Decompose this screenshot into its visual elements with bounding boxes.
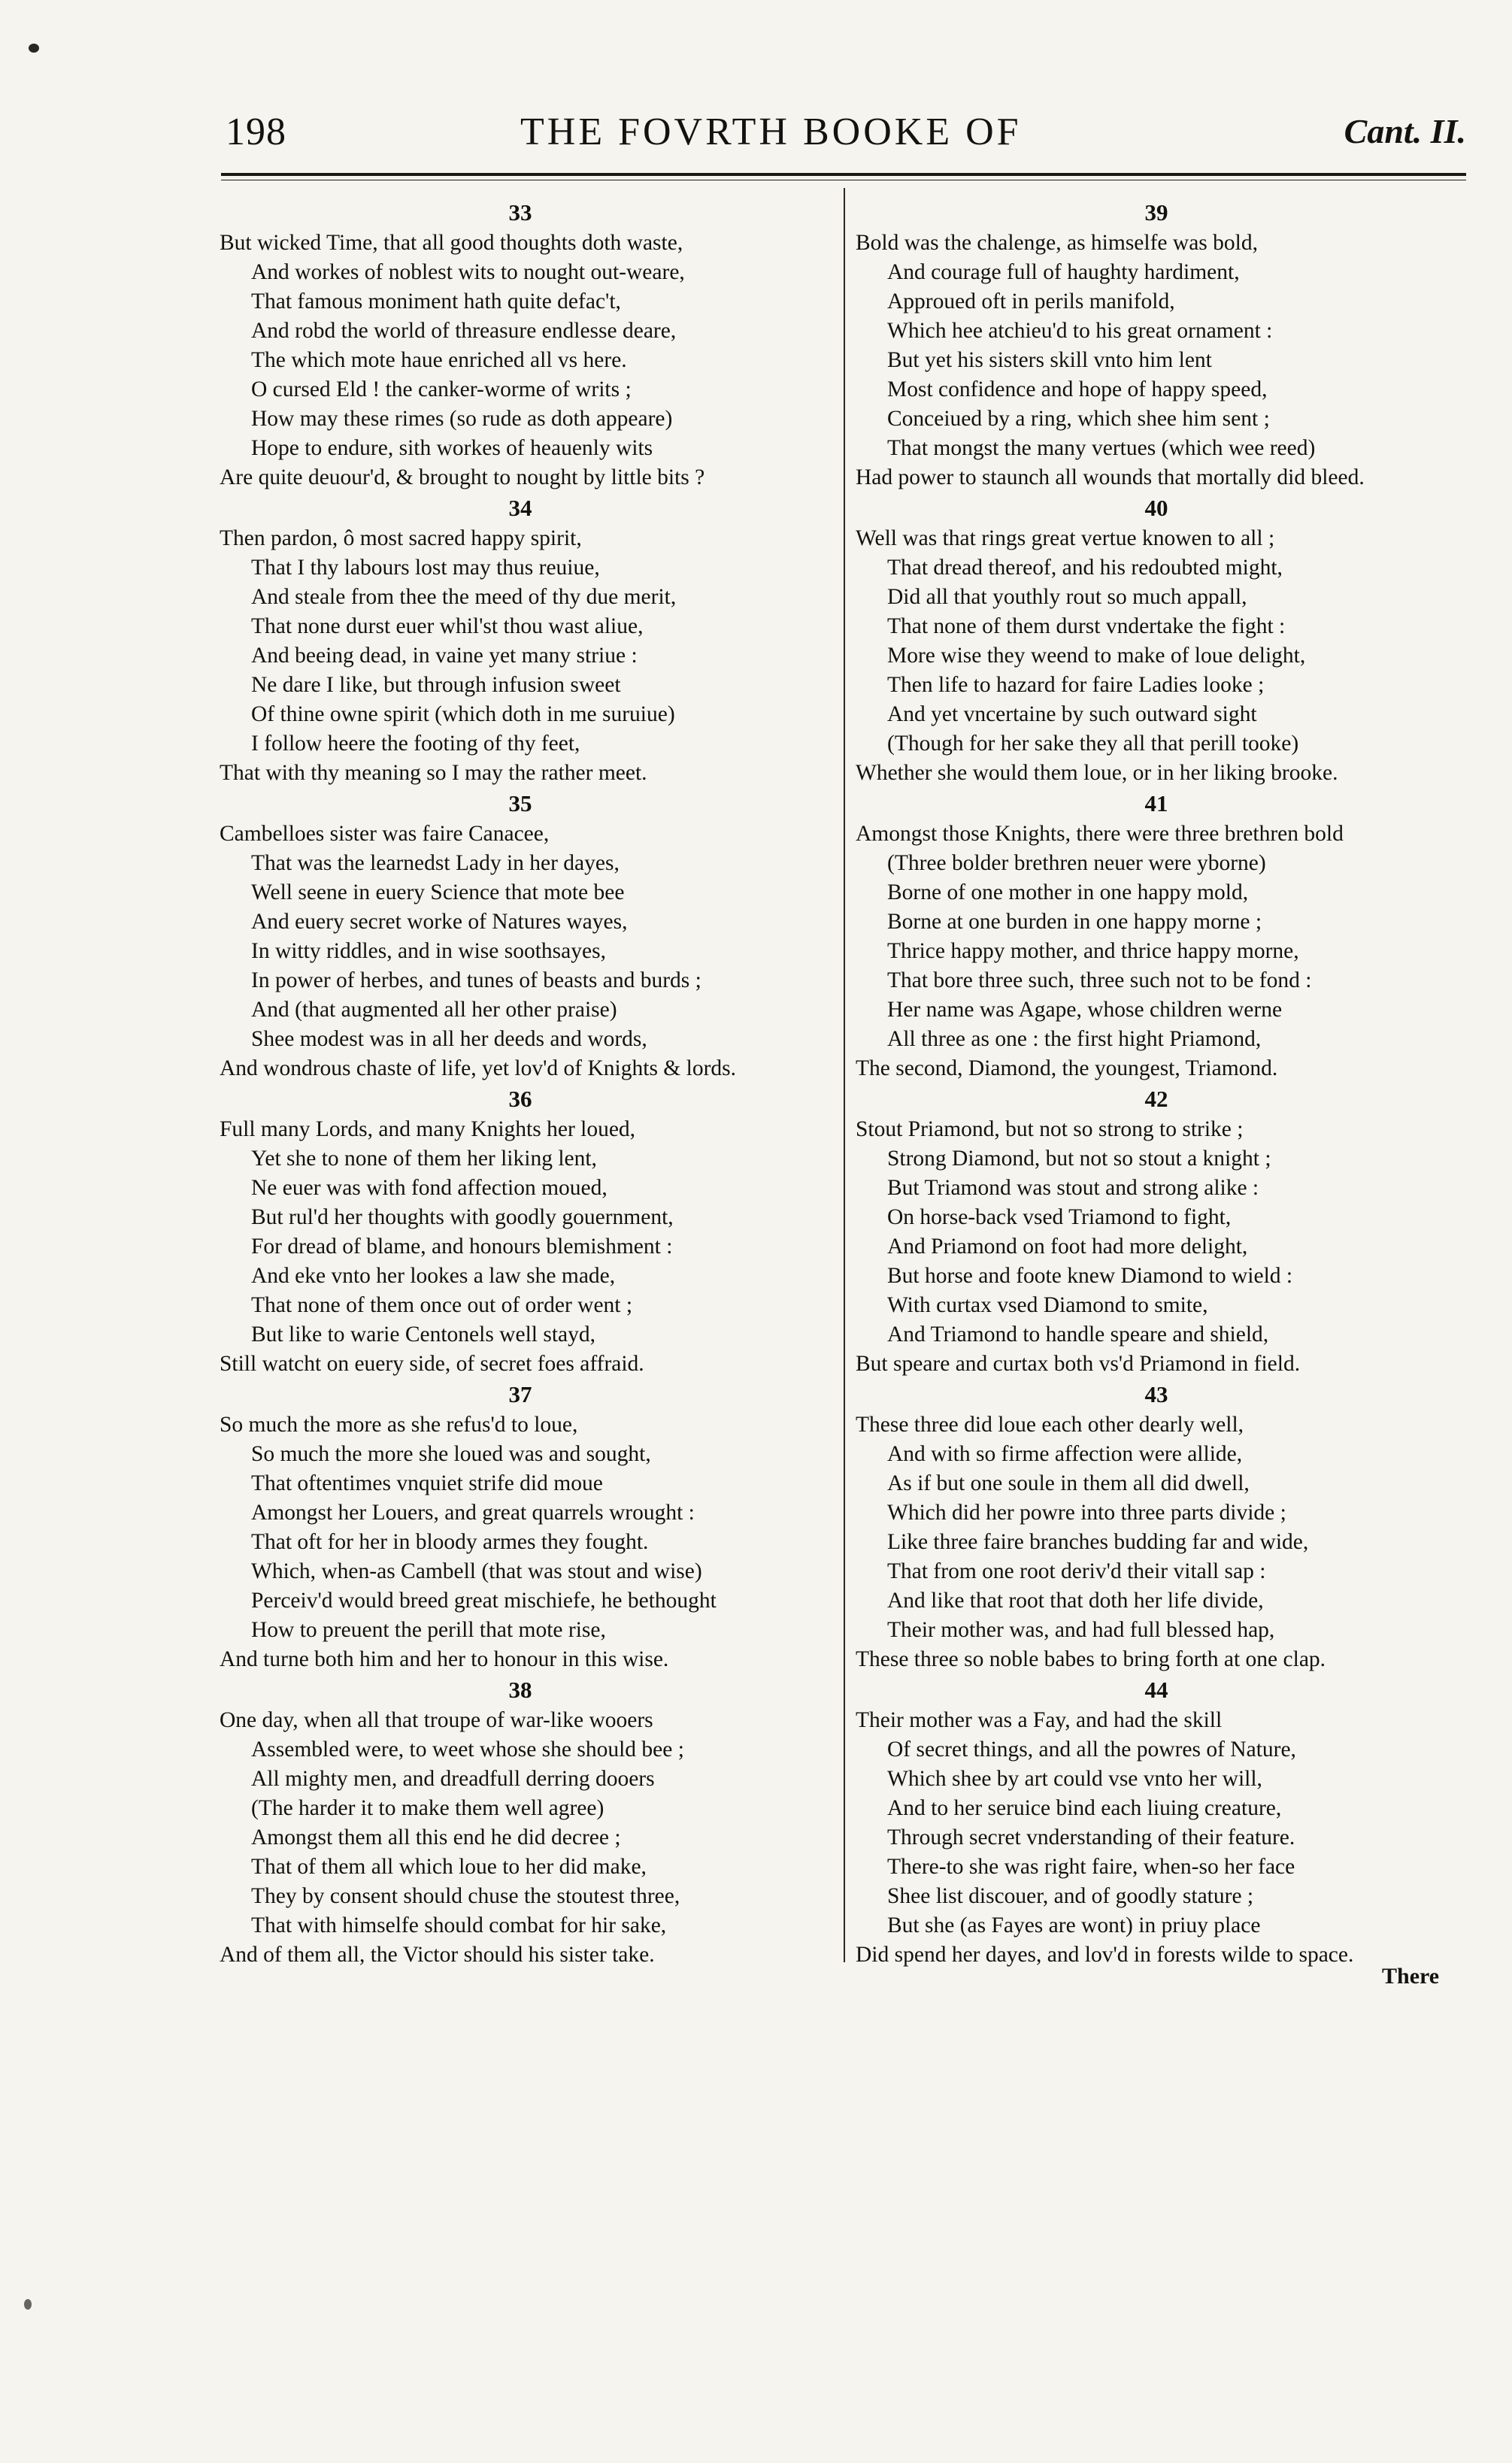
stanza-number: 43 bbox=[1144, 1381, 1168, 1407]
verse-line: But like to warie Centonels well stayd, bbox=[251, 1322, 595, 1347]
verse-line: Cambelloes sister was faire Canacee, bbox=[220, 822, 550, 846]
stanza bbox=[220, 197, 821, 492]
verse-line: But yet his sisters skill vnto him lent bbox=[887, 348, 1212, 372]
verse-line: But speare and curtax both vs'd Priamond in field. bbox=[856, 1352, 1301, 1376]
verse-line: Well seene in euery Science that mote bee bbox=[251, 880, 625, 904]
verse-line: That none durst euer whil'st thou wast aliue, bbox=[251, 614, 644, 638]
verse-line: In power of herbes, and tunes of beasts and burds ; bbox=[251, 968, 701, 992]
stanza-number: 38 bbox=[508, 1677, 532, 1703]
verse-line: And wondrous chaste of life, yet lov'd of Knights & lords. bbox=[220, 1056, 736, 1080]
verse-line: One day, when all that troupe of war-like wooers bbox=[220, 1708, 653, 1732]
verse-line: More wise they weend to make of loue delight, bbox=[887, 644, 1306, 668]
verse-line: That of them all which loue to her did make, bbox=[251, 1855, 647, 1879]
verse-line: And (that augmented all her other praise) bbox=[251, 998, 617, 1022]
catchword: There bbox=[1382, 1964, 1440, 1989]
verse-line: But Triamond was stout and strong alike : bbox=[887, 1176, 1259, 1200]
verse-line: How may these rimes (so rude as doth appeare) bbox=[251, 407, 673, 431]
verse-line: And yet vncertaine by such outward sight bbox=[887, 702, 1257, 726]
stanza bbox=[856, 1379, 1457, 1674]
verse-line: Hope to endure, sith workes of heauenly wits bbox=[251, 436, 653, 460]
verse-line: So much the more she loued was and sought, bbox=[251, 1442, 651, 1466]
verse-line: Amongst her Louers, and great quarrels wrought : bbox=[251, 1501, 695, 1525]
verse-line: Of thine owne spirit (which doth in me suruiue) bbox=[251, 702, 675, 726]
column-divider bbox=[844, 188, 845, 1962]
verse-line: Through secret vnderstanding of their feature. bbox=[887, 1825, 1295, 1850]
verse-line: That was the learnedst Lady in her dayes, bbox=[251, 851, 620, 875]
verse-line: Borne of one mother in one happy mold, bbox=[887, 880, 1249, 904]
verse-line: On horse-back vsed Triamond to fight, bbox=[887, 1205, 1232, 1229]
running-title: THE FOVRTH BOOKE OF bbox=[520, 111, 1022, 153]
verse-line: Borne at one burden in one happy morne ; bbox=[887, 910, 1262, 934]
verse-line: But rul'd her thoughts with goodly gouernment, bbox=[251, 1205, 674, 1229]
verse-line: That dread thereof, and his redoubted might, bbox=[887, 556, 1283, 580]
verse-line: That oft for her in bloody armes they fought. bbox=[251, 1530, 649, 1554]
verse-line: But horse and foote knew Diamond to wield : bbox=[887, 1264, 1293, 1288]
verse-line: So much the more as she refus'd to loue, bbox=[220, 1413, 578, 1437]
verse-line: These three so noble babes to bring forth at one clap. bbox=[856, 1647, 1326, 1671]
verse-line: (The harder it to make them well agree) bbox=[251, 1796, 604, 1820]
verse-line: Like three faire branches budding far and wide, bbox=[887, 1530, 1309, 1554]
ink-blot bbox=[29, 44, 39, 53]
verse-line: And with so firme affection were allide, bbox=[887, 1442, 1243, 1466]
verse-line: That none of them durst vndertake the fight : bbox=[887, 614, 1286, 638]
verse-line: Which did her powre into three parts divide ; bbox=[887, 1501, 1286, 1525]
verse-line: Perceiv'd would breed great mischiefe, he bethought bbox=[251, 1589, 717, 1613]
stanza-number: 36 bbox=[508, 1086, 532, 1112]
verse-line: And Triamond to handle speare and shield, bbox=[887, 1322, 1269, 1347]
verse-line: These three did loue each other dearly well, bbox=[856, 1413, 1244, 1437]
verse-line: I follow heere the footing of thy feet, bbox=[251, 732, 580, 756]
verse-line: In witty riddles, and in wise soothsayes, bbox=[251, 939, 606, 963]
verse-line: That I thy labours lost may thus reuiue, bbox=[251, 556, 600, 580]
verse-line: Bold was the chalenge, as himselfe was bold, bbox=[856, 231, 1258, 255]
verse-line: Which, when-as Cambell (that was stout and wise) bbox=[251, 1559, 702, 1583]
verse-line: And like that root that doth her life divide, bbox=[887, 1589, 1264, 1613]
verse-line: And workes of noblest wits to nought out-weare, bbox=[251, 260, 685, 284]
verse-line: Their mother was a Fay, and had the skill bbox=[856, 1708, 1223, 1732]
verse-line: The second, Diamond, the youngest, Triamond. bbox=[856, 1056, 1278, 1080]
verse-line: But she (as Fayes are wont) in priuy place bbox=[887, 1913, 1261, 1937]
verse-line: Well was that rings great vertue knowen to all ; bbox=[856, 526, 1275, 550]
ink-blot bbox=[24, 2299, 32, 2310]
verse-line: Stout Priamond, but not so strong to strike ; bbox=[856, 1117, 1244, 1141]
stanza bbox=[856, 492, 1457, 788]
stanza-number: 34 bbox=[508, 495, 532, 521]
verse-line: And Priamond on foot had more delight, bbox=[887, 1235, 1248, 1259]
verse-line: There-to she was right faire, when-so her face bbox=[887, 1855, 1295, 1879]
verse-line: They by consent should chuse the stoutest three, bbox=[251, 1884, 680, 1908]
verse-line: Conceiued by a ring, which shee him sent ; bbox=[887, 407, 1270, 431]
verse-line: Then pardon, ô most sacred happy spirit, bbox=[220, 526, 582, 550]
verse-line: And courage full of haughty hardiment, bbox=[887, 260, 1240, 284]
stanza bbox=[220, 1674, 821, 1970]
verse-line: (Though for her sake they all that perill tooke) bbox=[887, 732, 1299, 756]
verse-line: And of them all, the Victor should his sister take. bbox=[220, 1943, 655, 1967]
verse-line: Still watcht on euery side, of secret foes affraid. bbox=[220, 1352, 644, 1376]
verse-line: All three as one : the first hight Priamond, bbox=[887, 1027, 1262, 1051]
verse-line: O cursed Eld ! the canker-worme of writs ; bbox=[251, 377, 632, 401]
stanza-number: 33 bbox=[508, 199, 532, 226]
verse-line: For dread of blame, and honours blemishment : bbox=[251, 1235, 673, 1259]
verse-line: And robd the world of threasure endlesse deare, bbox=[251, 319, 677, 343]
verse-line: Most confidence and hope of happy speed, bbox=[887, 377, 1268, 401]
verse-line: Ne dare I like, but through infusion sweet bbox=[251, 673, 621, 697]
stanza-number: 40 bbox=[1144, 495, 1168, 521]
verse-line: Approued oft in perils manifold, bbox=[887, 289, 1175, 314]
verse-line: That famous moniment hath quite defac't, bbox=[251, 289, 621, 314]
verse-line: All mighty men, and dreadfull derring dooers bbox=[251, 1767, 655, 1791]
stanza bbox=[220, 788, 821, 1083]
verse-line: Did all that youthly rout so much appall, bbox=[887, 585, 1247, 609]
page-number: 198 bbox=[226, 111, 286, 153]
verse-line: That mongst the many vertues (which wee reed) bbox=[887, 436, 1316, 460]
verse-line: Yet she to none of them her liking lent, bbox=[251, 1147, 597, 1171]
verse-line: That with himselfe should combat for hir sake, bbox=[251, 1913, 667, 1937]
verse-line: Shee list discouer, and of goodly stature ; bbox=[887, 1884, 1254, 1908]
verse-line: Which hee atchieu'd to his great ornament : bbox=[887, 319, 1273, 343]
verse-line: That with thy meaning so I may the rather meet. bbox=[220, 761, 647, 785]
verse-line: That oftentimes vnquiet strife did moue bbox=[251, 1471, 603, 1495]
verse-line: And steale from thee the meed of thy due merit, bbox=[251, 585, 677, 609]
stanza-number: 41 bbox=[1144, 790, 1168, 816]
verse-line: And euery secret worke of Natures wayes, bbox=[251, 910, 628, 934]
stanza-number: 42 bbox=[1144, 1086, 1168, 1112]
stanza bbox=[856, 1083, 1457, 1379]
left-column bbox=[220, 197, 821, 1970]
verse-line: With curtax vsed Diamond to smite, bbox=[887, 1293, 1208, 1317]
verse-line: And to her seruice bind each liuing creature, bbox=[887, 1796, 1282, 1820]
verse-line: Thrice happy mother, and thrice happy morne, bbox=[887, 939, 1299, 963]
verse-line: Of secret things, and all the powres of Nature, bbox=[887, 1737, 1296, 1762]
verse-line: (Three bolder brethren neuer were yborne) bbox=[887, 851, 1266, 875]
verse-line: That none of them once out of order went ; bbox=[251, 1293, 633, 1317]
verse-line: Had power to staunch all wounds that mortally did bleed. bbox=[856, 465, 1365, 489]
verse-line: Amongst those Knights, there were three brethren bold bbox=[856, 822, 1344, 846]
stanza bbox=[220, 1083, 821, 1379]
verse-line: And beeing dead, in vaine yet many striue : bbox=[251, 644, 638, 668]
verse-line: Which shee by art could vse vnto her will, bbox=[887, 1767, 1262, 1791]
verse-line: As if but one soule in them all did dwell, bbox=[887, 1471, 1250, 1495]
verse-line: Are quite deuour'd, & brought to nought by little bits ? bbox=[220, 465, 705, 489]
stanza-number: 35 bbox=[508, 790, 532, 816]
verse-line: How to preuent the perill that mote rise, bbox=[251, 1618, 606, 1642]
verse-line: Assembled were, to weet whose she should bee ; bbox=[251, 1737, 684, 1762]
verse-line: Their mother was, and had full blessed hap, bbox=[887, 1618, 1275, 1642]
stanza-number: 37 bbox=[508, 1381, 532, 1407]
verse-line: Ne euer was with fond affection moued, bbox=[251, 1176, 608, 1200]
verse-line: Amongst them all this end he did decree ; bbox=[251, 1825, 621, 1850]
verse-line: But wicked Time, that all good thoughts doth waste, bbox=[220, 231, 683, 255]
stanza bbox=[220, 492, 821, 788]
stanza bbox=[856, 197, 1457, 492]
verse-line: That from one root deriv'd their vitall sap : bbox=[887, 1559, 1266, 1583]
verse-line: Full many Lords, and many Knights her loued, bbox=[220, 1117, 636, 1141]
stanza bbox=[856, 1674, 1457, 1970]
stanza bbox=[220, 1379, 821, 1674]
verse-line: The which mote haue enriched all vs here. bbox=[251, 348, 627, 372]
verse-line: Whether she would them loue, or in her liking brooke. bbox=[856, 761, 1338, 785]
stanza bbox=[856, 788, 1457, 1083]
stanza-number: 44 bbox=[1144, 1677, 1168, 1703]
header-rule bbox=[221, 173, 1466, 176]
canto-label: Cant. II. bbox=[1344, 112, 1466, 150]
verse-line: Strong Diamond, but not so stout a knight ; bbox=[887, 1147, 1271, 1171]
verse-line: Did spend her dayes, and lov'd in forests wilde to space. bbox=[856, 1943, 1354, 1967]
right-column bbox=[856, 197, 1457, 1970]
running-header bbox=[226, 104, 1466, 164]
verse-line: Then life to hazard for faire Ladies looke ; bbox=[887, 673, 1265, 697]
verse-line: And eke vnto her lookes a law she made, bbox=[251, 1264, 616, 1288]
verse-line: Her name was Agape, whose children werne bbox=[887, 998, 1283, 1022]
verse-line: And turne both him and her to honour in this wise. bbox=[220, 1647, 669, 1671]
stanza-number: 39 bbox=[1144, 199, 1168, 226]
verse-line: Shee modest was in all her deeds and words, bbox=[251, 1027, 647, 1051]
verse-line: That bore three such, three such not to be fond : bbox=[887, 968, 1312, 992]
